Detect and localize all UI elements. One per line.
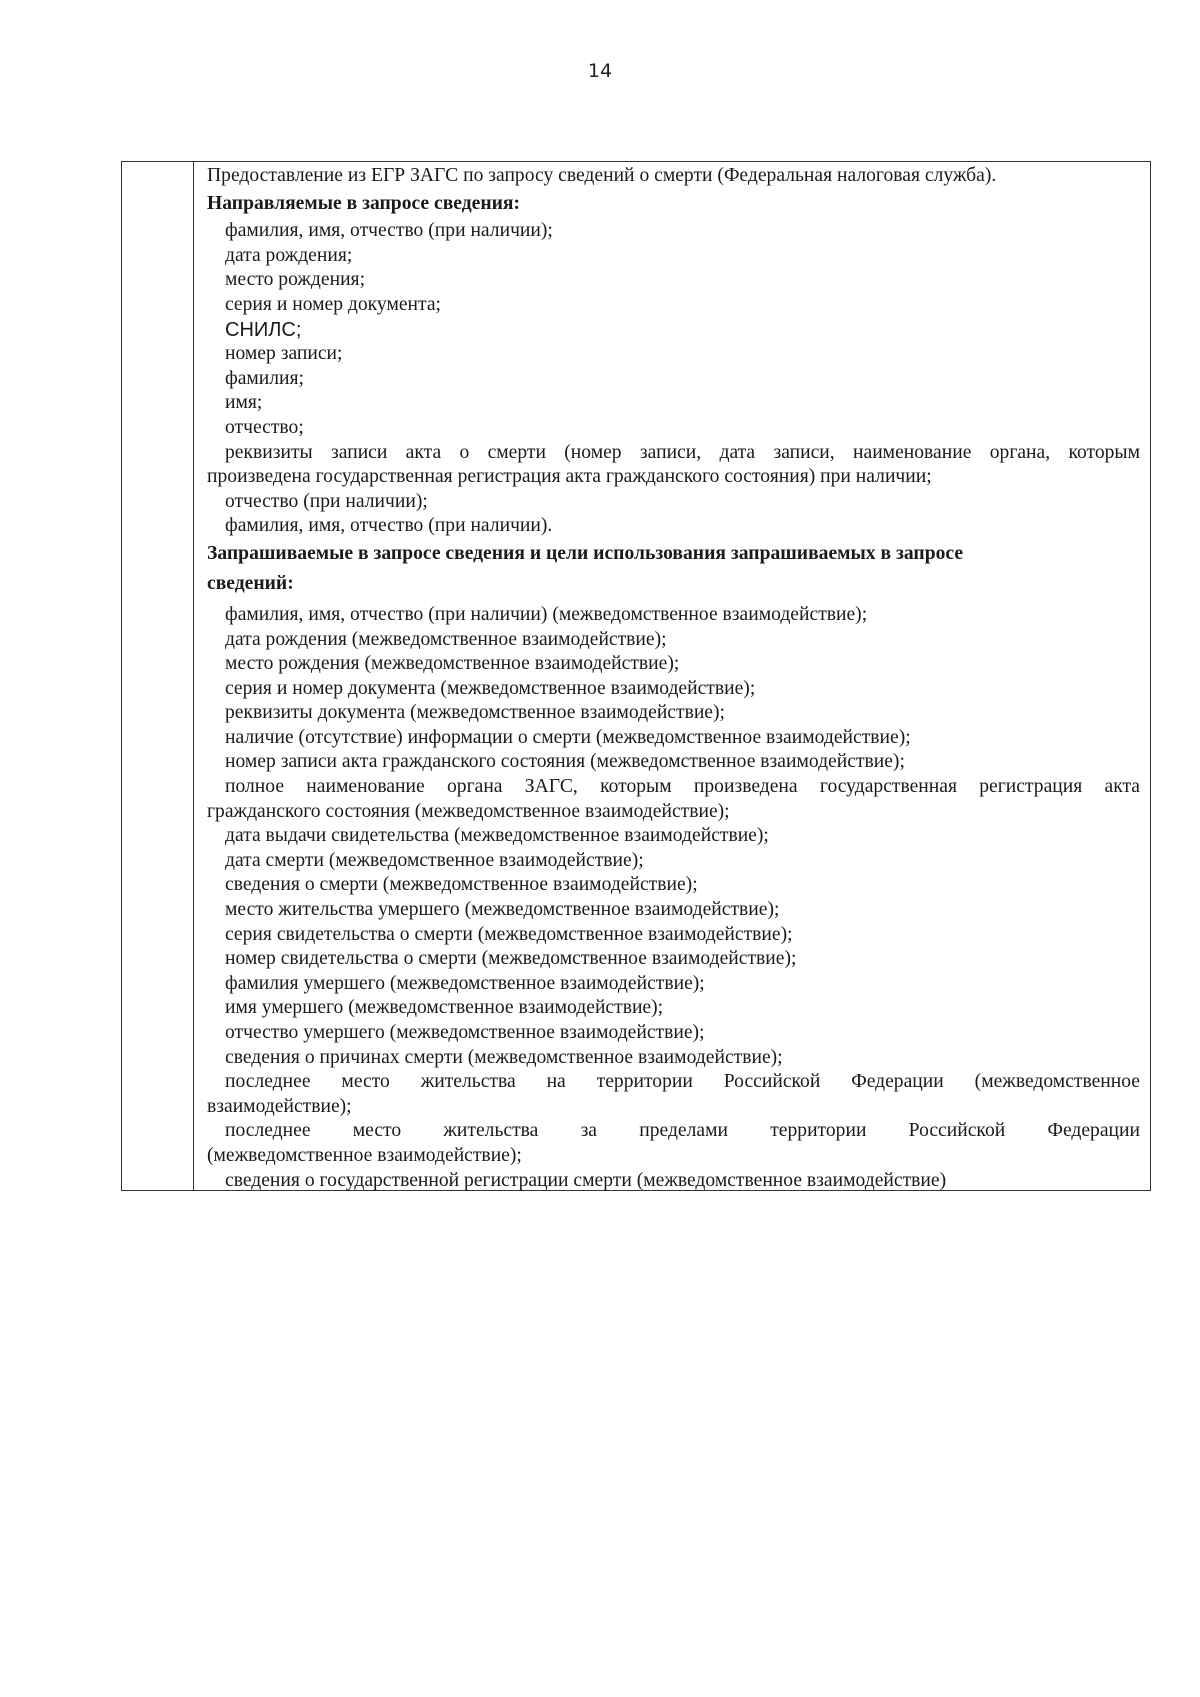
sent-item: отчество (при наличии); [225,490,428,512]
table-left-column [122,162,194,1190]
sent-item: фамилия; [225,367,304,389]
requested-item: номер свидетельства о смерти (межведомственное взаимодействие); [225,948,797,970]
requested-item: отчество умершего (межведомственное взаимодействие); [225,1022,705,1043]
requested-item-continuation: гражданского состояния (межведомственное взаимодействие); [207,800,730,822]
document-table [121,161,1151,1191]
page-number: 14 [587,60,613,82]
sent-item: отчество; [225,416,304,438]
requested-item: место рождения (межведомственное взаимодействие); [225,653,680,675]
requested-item-continuation: (межведомственное взаимодействие); [207,1144,522,1166]
sent-item: СНИЛС; [225,318,302,341]
requested-item: серия свидетельства о смерти (межведомственное взаимодействие); [225,923,793,945]
requested-item: последнее место жительства за пределами территории Российской Федерации [225,1120,1140,1142]
sent-heading: Направляемые в запросе сведения: [207,192,521,214]
requested-item: последнее место жительства на территории Российской Федерации (межведомственное [225,1071,1140,1093]
requested-heading-continuation: сведений: [207,572,294,594]
sent-item: реквизиты записи акта о смерти (номер записи, дата записи, наименование органа, которым [225,441,1140,463]
sent-item: имя; [225,392,263,414]
requested-item: сведения о причинах смерти (межведомственное взаимодействие); [225,1046,783,1068]
requested-item: фамилия умершего (межведомственное взаимодействие); [225,972,705,994]
requested-item: сведения о государственной регистрации смерти (межведомственное взаимодействие) [225,1169,947,1191]
requested-item: дата выдачи свидетельства (межведомственное взаимодействие); [225,825,769,847]
intro-text: Предоставление из ЕГР ЗАГС по запросу сведений о смерти (Федеральная налоговая служба). [207,165,997,186]
requested-item: номер записи акта гражданского состояния (межведомственное взаимодействие); [225,751,905,773]
requested-heading: Запрашиваемые в запросе сведения и цели использования запрашиваемых в запросе [207,542,964,564]
requested-item: сведения о смерти (межведомственное взаимодействие); [225,874,698,896]
requested-item: место жительства умершего (межведомственное взаимодействие); [225,899,780,921]
requested-item: наличие (отсутствие) информации о смерти (межведомственное взаимодействие); [225,726,911,748]
requested-item: дата смерти (межведомственное взаимодействие); [225,849,644,871]
requested-item-continuation: взаимодействие); [207,1095,352,1117]
requested-item: серия и номер документа (межведомственное взаимодействие); [225,677,756,699]
sent-item: фамилия, имя, отчество (при наличии); [225,220,553,242]
requested-item: фамилия, имя, отчество (при наличии) (межведомственное взаимодействие); [225,603,868,625]
requested-item: реквизиты документа (межведомственное взаимодействие); [225,702,725,724]
sent-item: место рождения; [225,269,366,291]
table-content-cell [194,162,1150,1190]
sent-item: серия и номер документа; [225,293,441,315]
sent-item: дата рождения; [225,244,353,266]
sent-item: фамилия, имя, отчество (при наличии). [225,515,553,537]
sent-item-continuation: произведена государственная регистрация акта гражданского состояния) при наличии; [207,466,932,488]
requested-item: дата рождения (межведомственное взаимодействие); [225,628,667,650]
requested-item: полное наименование органа ЗАГС, которым произведена государственная регистрация акта [225,776,1140,798]
requested-item: имя умершего (межведомственное взаимодействие); [225,997,664,1019]
sent-item: номер записи; [225,343,343,365]
